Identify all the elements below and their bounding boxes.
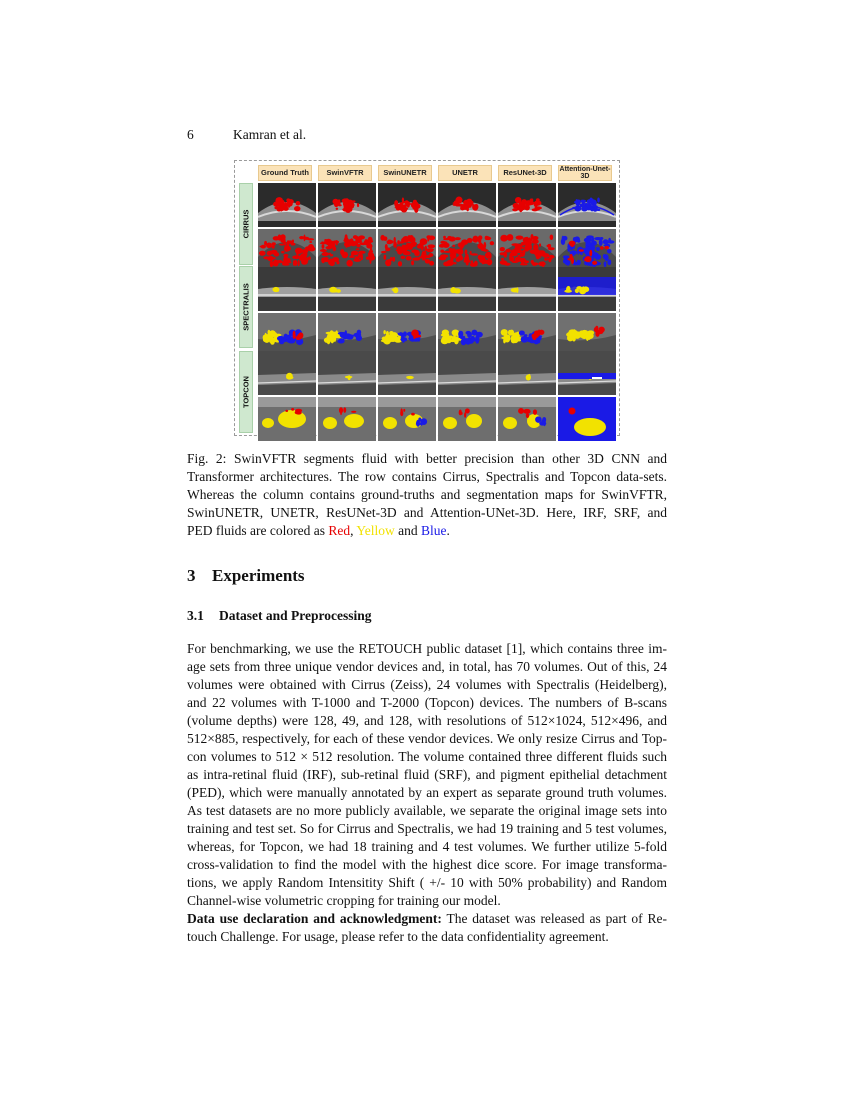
irf-color-label: Red: [328, 523, 351, 538]
body-line: Channel-wise volumetric cropping for training our model.: [187, 893, 501, 908]
col-header-unetr: UNETR: [438, 165, 492, 181]
page-number: 6: [187, 127, 194, 142]
oct-scan-tile: [258, 183, 316, 227]
ped-color-label: Blue: [420, 523, 447, 538]
subsection-heading: 3.1 Dataset and Preprocessing: [187, 608, 372, 623]
acknowledgment-line: Data use declaration and acknowledgment: The dataset was released as part of Re-: [187, 911, 667, 926]
body-line: cross-validation to find the model with the highest dice score. For image transforma-: [187, 857, 667, 872]
row-label-cirrus: CIRRUS: [239, 183, 253, 265]
col-header-resunet3d: ResUNet-3D: [498, 165, 552, 181]
oct-scan-tile: [378, 351, 436, 395]
oct-scan-tile: [558, 267, 616, 311]
oct-scan-tile: [378, 397, 436, 441]
oct-scan-tile: [318, 397, 376, 441]
col-header-attention-unet3d: Attention-Unet-3D: [559, 165, 611, 180]
body-line: 512×885, respectively, for each of these vendor devices. We only resize Cirrus and Top-: [187, 731, 667, 746]
oct-scan-tile: [498, 397, 556, 441]
figure-caption: [187, 450, 667, 540]
acknowledgment-line: touch Challenge. For usage, please refer to the data confidentiality agreement.: [187, 929, 609, 944]
body-line: tions, we apply Random Intensitity Shift ( +/- 10 with 50% probability) and Random: [187, 875, 667, 890]
oct-scan-tile: [438, 351, 496, 395]
oct-scan-tile: [258, 397, 316, 441]
oct-scan-tile: [498, 267, 556, 311]
oct-scan-tile: [378, 267, 436, 311]
body-line: age sets from three unique vendor devices and, in total, has 70 volumes. Out of this, 24: [187, 659, 667, 674]
oct-scan-tile: [558, 397, 616, 441]
running-head: Kamran et al.: [233, 127, 307, 142]
body-line: volumes were obtained with Cirrus (Zeiss), 24 volumes with Spectralis (Heidelberg),: [187, 677, 667, 692]
oct-scan-tile: [318, 267, 376, 311]
oct-scan-tile: [318, 351, 376, 395]
section-heading: 3 Experiments: [187, 566, 305, 585]
col-header-ground-truth: Ground Truth: [258, 165, 312, 181]
caption-line: PED fluids are colored as Red, Yellow and Blue.: [187, 523, 450, 538]
body-line: As test datasets are no more publicly available, we separate the original image sets into: [187, 803, 667, 818]
body-line: con volumes to 512 × 512 resolution. The volume contained three different fluids such: [187, 749, 667, 764]
caption-line: Whereas the column contains ground-truths and segmentation maps for SwinVFTR,: [187, 487, 667, 502]
row-label-spectralis: SPECTRALIS: [239, 266, 253, 348]
oct-scan-tile: [438, 397, 496, 441]
body-line: (volume depths) were 128, 49, and 128, with resolutions of 512×1024, 512×496, and: [187, 713, 667, 728]
oct-scan-tile: [498, 183, 556, 227]
caption-line: SwinUNETR, UNETR, ResUNet-3D and Attention-UNet-3D. Here, IRF, SRF, and: [187, 505, 667, 520]
oct-scan-tile: [438, 183, 496, 227]
srf-color-label: Yellow: [356, 523, 395, 538]
body-paragraph: [187, 640, 667, 946]
col-header-swinvftr: SwinVFTR: [318, 165, 372, 181]
body-line: as intra-retinal fluid (IRF), sub-retinal fluid (SRF), and pigment epithelial detachment: [187, 767, 667, 782]
oct-scan-tile: [558, 183, 616, 227]
body-line: (PED), which were manually annotated by an expert as separate ground truth volumes.: [187, 785, 667, 800]
row-label-topcon: TOPCON: [239, 351, 253, 433]
oct-scan-tile: [318, 183, 376, 227]
body-line: For benchmarking, we use the RETOUCH public dataset [1], which contains three im-: [187, 641, 667, 656]
oct-scan-tile: [258, 351, 316, 395]
col-header-swinunetr: SwinUNETR: [378, 165, 432, 181]
acknowledgment-heading: Data use declaration and acknowledgment:: [187, 911, 442, 926]
body-line: training and test set. So for Cirrus and Spectralis, we had 19 training and 5 test volumes,: [187, 821, 667, 836]
oct-scan-tile: [558, 351, 616, 395]
oct-scan-tile: [378, 183, 436, 227]
caption-line: Transformer architectures. The row contains Cirrus, Spectralis and Topcon data-sets.: [187, 469, 667, 484]
caption-line: Fig. 2: SwinVFTR segments fluid with better precision than other 3D CNN and: [187, 451, 667, 466]
oct-scan-tile: [438, 267, 496, 311]
oct-scan-tile: [258, 267, 316, 311]
body-line: and 22 volumes with T-1000 and T-2000 (Topcon) devices. The numbers of B-scans: [187, 695, 667, 710]
oct-scan-tile: [498, 351, 556, 395]
figure: [234, 160, 620, 436]
body-line: whereas, for Topcon, we had 18 training and 4 test volumes. We further utilize 5-fold: [187, 839, 667, 854]
